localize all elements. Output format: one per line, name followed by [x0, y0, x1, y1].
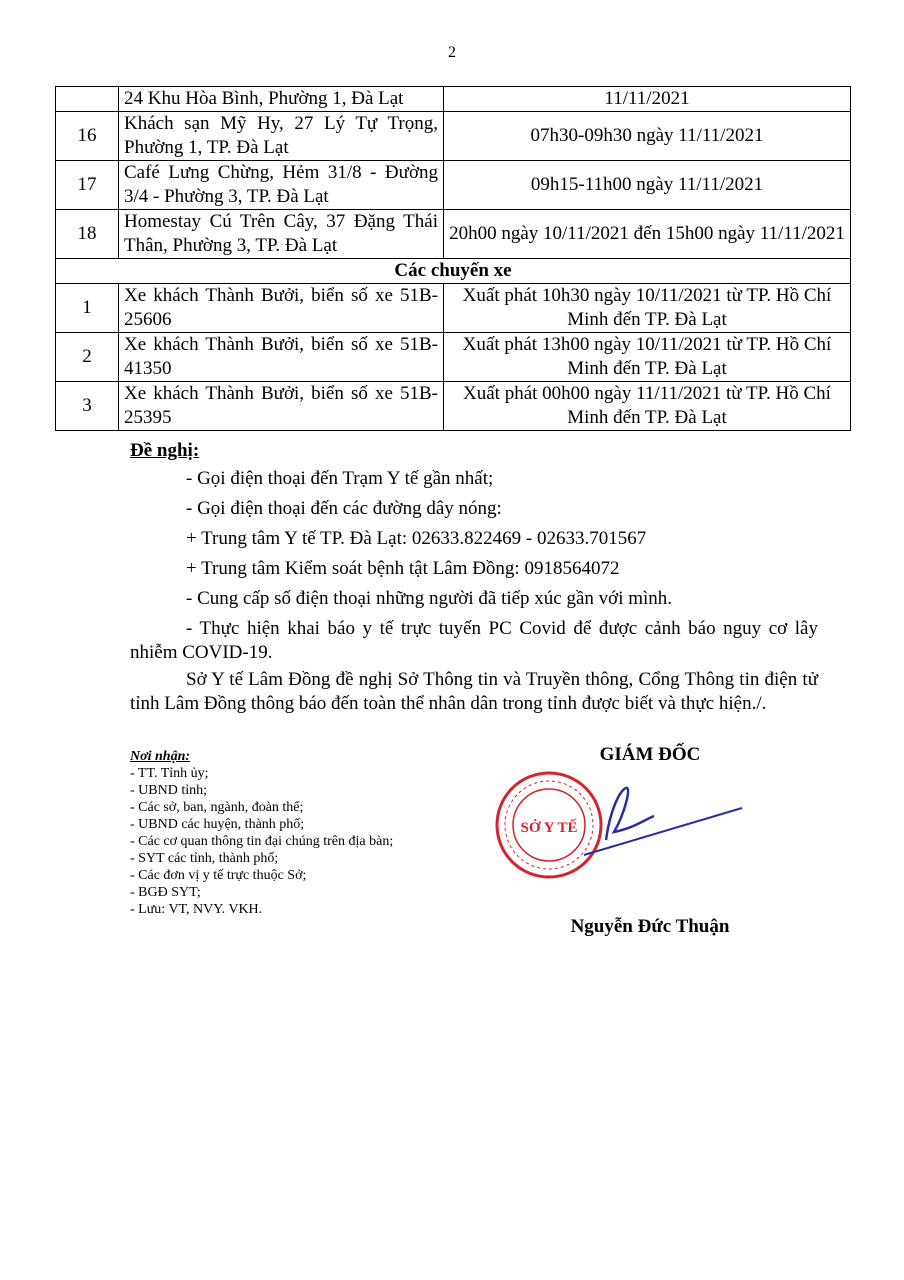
- row-time: Xuất phát 13h00 ngày 10/11/2021 từ TP. Hồ Chí Minh đến TP. Đà Lạt: [444, 333, 851, 382]
- recommendation-line: + Trung tâm Y tế TP. Đà Lạt: 02633.822469 - 02633.701567: [186, 528, 647, 549]
- row-time: 07h30-09h30 ngày 11/11/2021: [444, 112, 851, 161]
- recommendation-line: - Cung cấp số điện thoại những người đã tiếp xúc gần với mình.: [186, 588, 673, 609]
- row-number: 17: [56, 161, 119, 210]
- signer-position: GIÁM ĐỐC: [599, 744, 701, 765]
- stamp-label: SỞ Y TẾ: [520, 820, 578, 836]
- row-time: 11/11/2021: [444, 87, 851, 112]
- table-row: [56, 210, 851, 259]
- row-place: Homestay Cú Trên Cây, 37 Đặng Thái Thân, Phường 3, TP. Đà Lạt: [119, 210, 444, 259]
- row-number: 16: [56, 112, 119, 161]
- row-number: [56, 87, 119, 112]
- row-place: Café Lưng Chừng, Hẻm 31/8 - Đường 3/4 - Phường 3, TP. Đà Lạt: [119, 161, 444, 210]
- recipient-item: - Lưu: VT, NVY. VKH.: [130, 902, 263, 917]
- section-title: Các chuyến xe: [56, 259, 851, 284]
- row-time: 09h15-11h00 ngày 11/11/2021: [444, 161, 851, 210]
- table-row: [56, 112, 851, 161]
- row-number: 3: [56, 382, 119, 431]
- row-place: Khách sạn Mỹ Hy, 27 Lý Tự Trọng, Phường 1, TP. Đà Lạt: [119, 112, 444, 161]
- recipient-item: - BGĐ SYT;: [130, 885, 201, 900]
- row-time: Xuất phát 10h30 ngày 10/11/2021 từ TP. Hồ Chí Minh đến TP. Đà Lạt: [444, 284, 851, 333]
- table-row: [56, 333, 851, 382]
- row-number: 1: [56, 284, 119, 333]
- row-time: Xuất phát 00h00 ngày 11/11/2021 từ TP. Hồ Chí Minh đến TP. Đà Lạt: [444, 382, 851, 431]
- row-time: 20h00 ngày 10/11/2021 đến 15h00 ngày 11/11/2021: [444, 210, 851, 259]
- recipient-item: - UBND tỉnh;: [130, 783, 207, 798]
- recommendation-line: + Trung tâm Kiểm soát bệnh tật Lâm Đồng: 0918564072: [186, 558, 620, 579]
- row-place: Xe khách Thành Bưởi, biển số xe 51B-25395: [119, 382, 444, 431]
- recommendation-title: Đề nghị:: [130, 440, 200, 461]
- recipient-item: - TT. Tỉnh ủy;: [130, 766, 209, 781]
- row-number: 18: [56, 210, 119, 259]
- recommendation-line: - Gọi điện thoại đến Trạm Y tế gần nhất;: [186, 468, 494, 489]
- exposure-table: [55, 86, 851, 431]
- recipients-title: Nơi nhận:: [130, 749, 191, 764]
- signer-name: Nguyễn Đức Thuận: [570, 916, 730, 937]
- row-place: Xe khách Thành Bưởi, biển số xe 51B-41350: [119, 333, 444, 382]
- recipient-item: - Các sở, ban, ngành, đoàn thể;: [130, 800, 304, 815]
- section-row: [56, 259, 851, 284]
- table-row: [56, 87, 851, 112]
- recipients-block: [130, 748, 393, 918]
- closing-paragraph: Sở Y tế Lâm Đồng đề nghị Sở Thông tin và Truyền thông, Cổng Thông tin điện tử tỉnh Lâm Đồng thông báo đến toàn thể nhân dân trong tỉnh được biết và thực hiện./.: [130, 669, 818, 714]
- recipient-item: - Các đơn vị y tế trực thuộc Sở;: [130, 868, 307, 883]
- row-number: 2: [56, 333, 119, 382]
- table-row: [56, 161, 851, 210]
- row-place: 24 Khu Hòa Bình, Phường 1, Đà Lạt: [119, 87, 444, 112]
- recommendation-line: - Gọi điện thoại đến các đường dây nóng:: [186, 498, 502, 519]
- row-place: Xe khách Thành Bưởi, biển số xe 51B-25606: [119, 284, 444, 333]
- recipient-item: - Các cơ quan thông tin đại chúng trên địa bàn;: [130, 834, 394, 849]
- table-row: [56, 284, 851, 333]
- recipient-item: - SYT các tỉnh, thành phố;: [130, 851, 279, 866]
- recipient-item: - UBND các huyện, thành phố;: [130, 817, 305, 832]
- table-row: [56, 382, 851, 431]
- page-number: 2: [448, 44, 456, 61]
- signature-mark-icon: [584, 788, 742, 855]
- recommendation-line: - Thực hiện khai báo y tế trực tuyến PC Covid để được cảnh báo nguy cơ lây nhiễm COVID-19.: [130, 618, 818, 663]
